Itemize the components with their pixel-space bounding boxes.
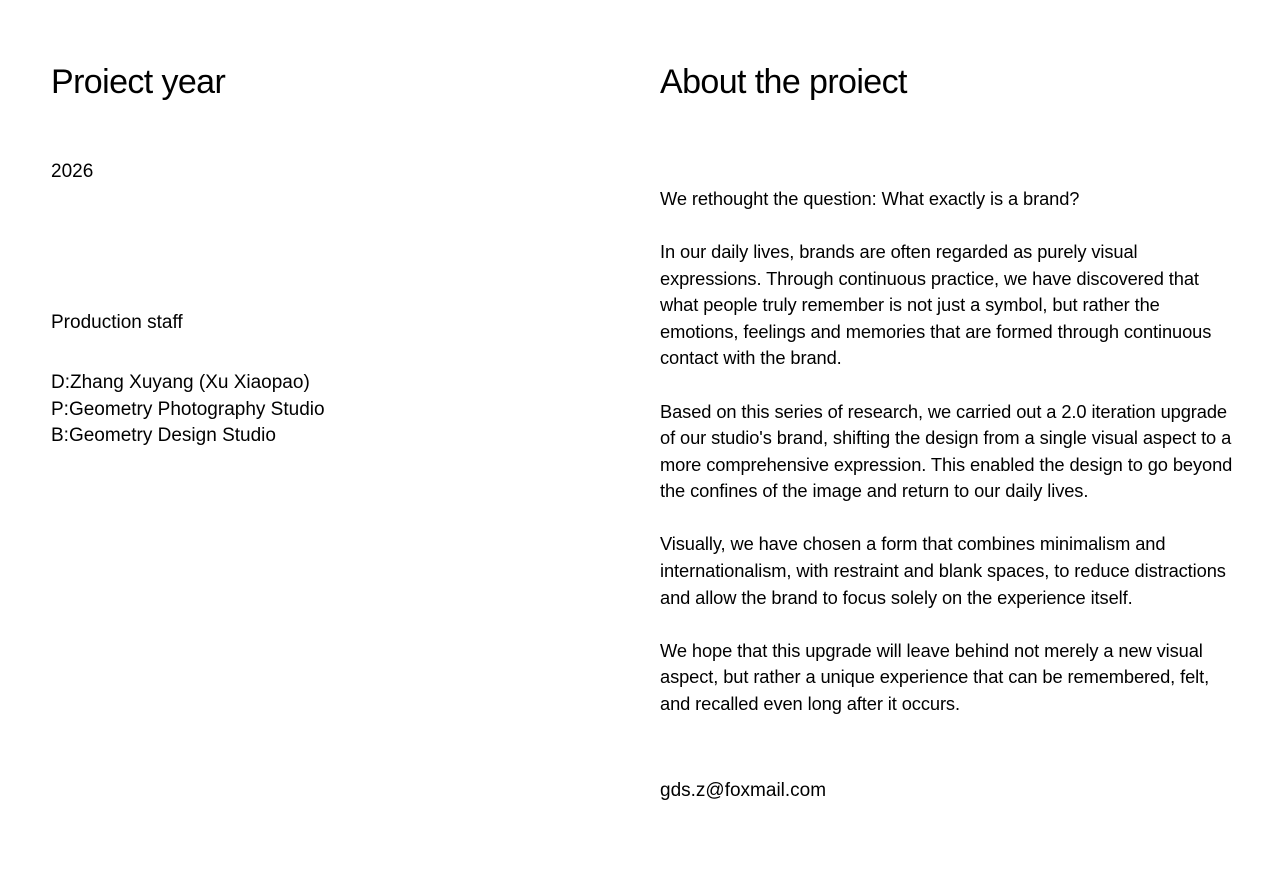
production-staff-heading: Production staff: [51, 312, 183, 333]
credit-photography: P:Geometry Photography Studio: [51, 398, 325, 420]
about-paragraph-research: Based on this series of research, we carried out a 2.0 iteration upgrade of our studio's brand, shifting the design from a single visual aspect to a more comprehensive expression. This enabled the design to go beyond the confines of the image and return to our daily lives.: [660, 400, 1233, 502]
about-paragraph-hope: We hope that this upgrade will leave behind not merely a new visual aspect, but rather a unique experience that can be remembered, felt, and recalled even long after it occurs.: [660, 639, 1210, 714]
project-year-heading: Proiect year: [51, 63, 226, 101]
about-paragraph-question: We rethought the question: What exactly is a brand?: [660, 188, 1080, 209]
project-year-value: 2026: [51, 161, 94, 182]
about-text: [660, 186, 1235, 744]
contact-email[interactable]: gds.z@foxmail.com: [660, 780, 827, 801]
about-heading: About the proiect: [660, 63, 907, 101]
about-paragraph-visual: Visually, we have chosen a form that combines minimalism and internationalism, with restraint and blank spaces, to reduce distractions and allow the brand to focus solely on the experience itself.: [660, 533, 1226, 608]
credit-branding: B:Geometry Design Studio: [51, 425, 276, 446]
about-paragraph-brands: In our daily lives, brands are often regarded as purely visual expressions. Through continuous practice, we have discovered that what people truly remember is not just a symbol, but rather the emotions, feelings and memories that are formed through continuous contact with the brand.: [660, 241, 1212, 369]
credit-director: D:Zhang Xuyang (Xu Xiaopao): [51, 372, 310, 393]
credits-list: [51, 370, 325, 450]
